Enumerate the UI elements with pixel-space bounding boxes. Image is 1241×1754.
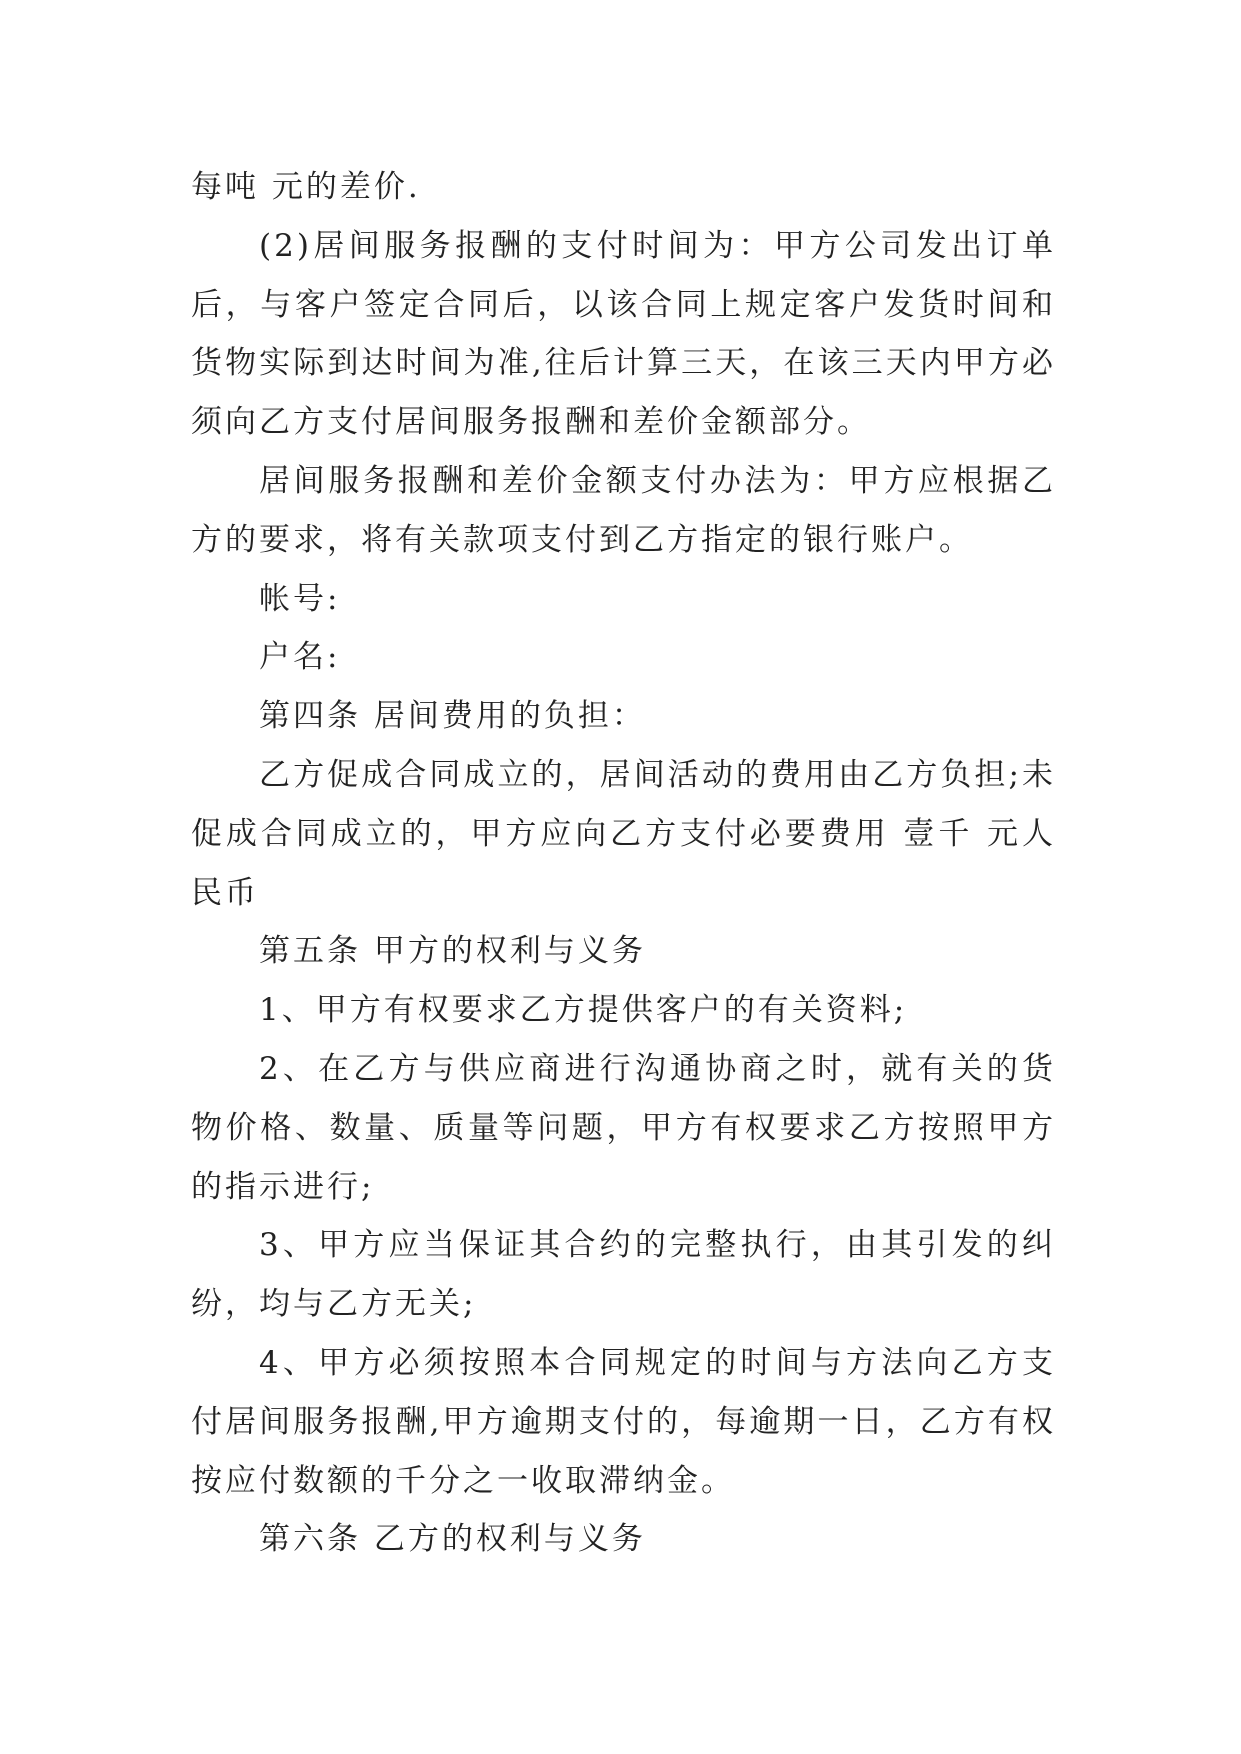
party-a-clause-2: 2、在乙方与供应商进行沟通协商之时，就有关的货物价格、数量、质量等问题，甲方有权要求乙方按照甲方的指示进行;	[191, 1050, 1056, 1205]
party-a-clause-4: 4、甲方必须按照本合同规定的时间与方法向乙方支付居间服务报酬,甲方逾期支付的，每逾期一日，乙方有权按应付数额的千分之一收取滞纳金。	[191, 1344, 1056, 1499]
article-six-heading: 第六条 乙方的权利与义务	[259, 1521, 646, 1558]
paragraph-price-difference: 每吨 元的差价.	[191, 169, 421, 205]
article-four-heading: 第四条 居间费用的负担：	[259, 698, 646, 735]
paragraph-cost-burden: 乙方促成合同成立的，居间活动的费用由乙方负担;未促成合同成立的，甲方应向乙方支付必要费用 壹千 元人民币	[191, 756, 1056, 911]
paragraph-account-name: 户名:	[259, 639, 341, 676]
document-body	[191, 158, 1056, 1569]
party-a-clause-1: 1、甲方有权要求乙方提供客户的有关资料;	[259, 992, 908, 1029]
paragraph-account-number: 帐号:	[259, 580, 341, 617]
party-a-clause-3: 3、甲方应当保证其合约的完整执行，由其引发的纠纷，均与乙方无关;	[191, 1227, 1056, 1323]
article-five-heading: 第五条 甲方的权利与义务	[259, 933, 646, 970]
paragraph-payment-time: (2)居间服务报酬的支付时间为：甲方公司发出订单后，与客户签定合同后，以该合同上规定客户发货时间和货物实际到达时间为准,往后计算三天，在该三天内甲方必须向乙方支付居间服务报酬和差价金额部分。	[191, 227, 1056, 441]
paragraph-payment-method: 居间服务报酬和差价金额支付办法为：甲方应根据乙方的要求，将有关款项支付到乙方指定的银行账户。	[191, 462, 1056, 558]
